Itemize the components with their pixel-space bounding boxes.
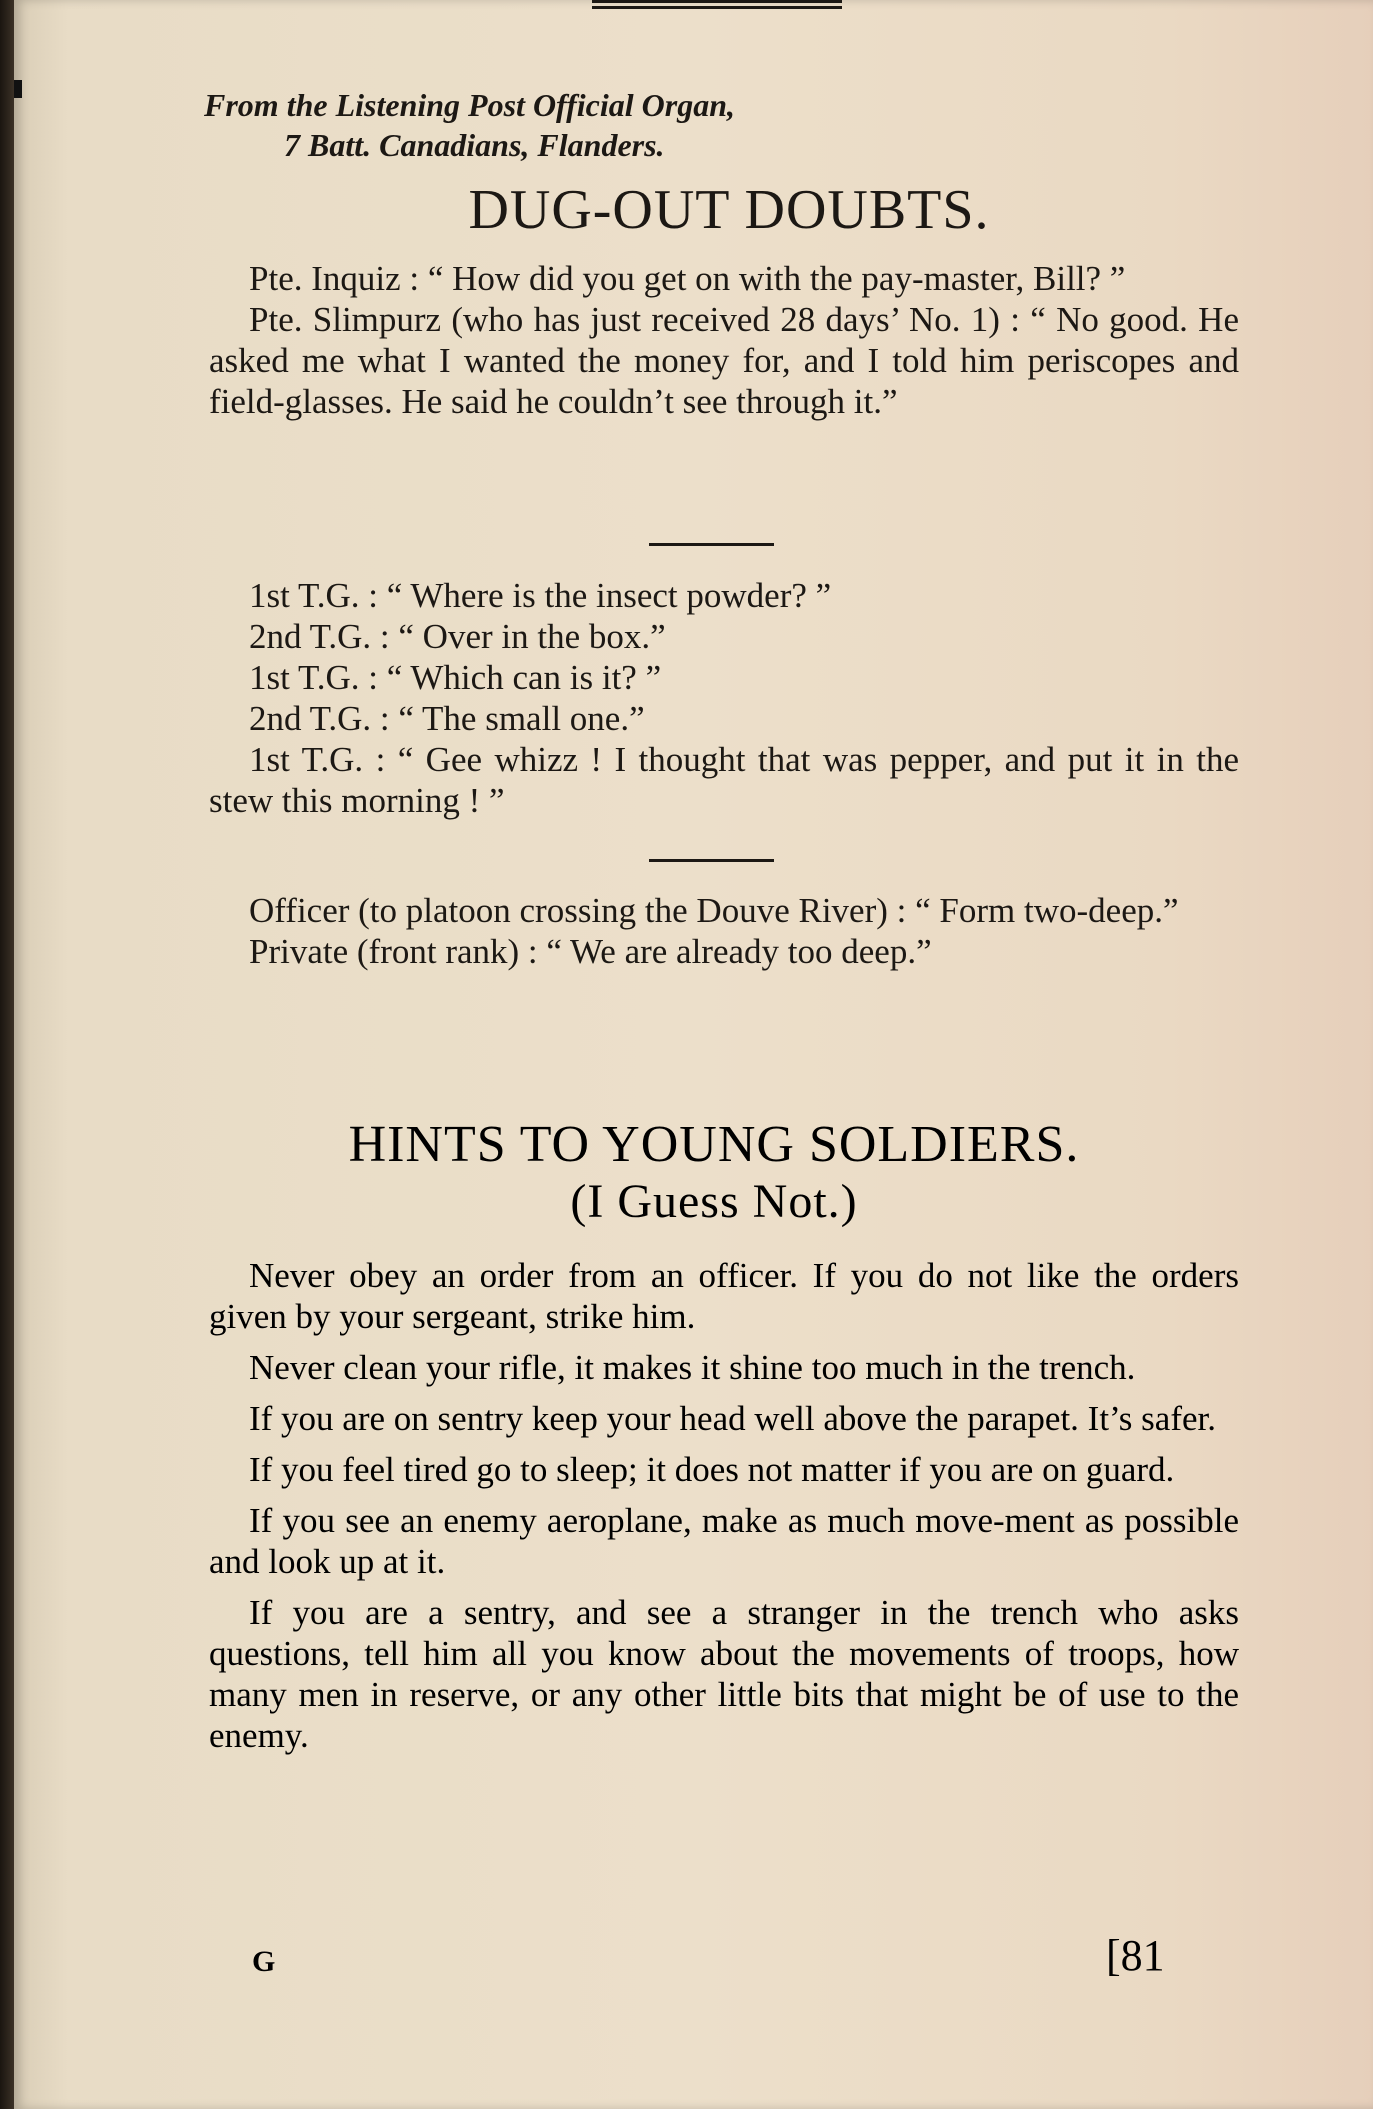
hint-paragraph: If you see an enemy aeroplane, make as much move-ment as possible and look up at it.: [209, 1501, 1239, 1581]
hint-paragraph: If you feel tired go to sleep; it does not matter if you are on guard.: [249, 1450, 1175, 1489]
section-1: [209, 258, 1239, 422]
hint-paragraph: Never clean your rifle, it makes it shine too much in the trench.: [249, 1348, 1136, 1387]
section-divider: [649, 859, 774, 862]
hint-paragraph: If you are a sentry, and see a stranger in the trench who asks questions, tell him all you know about the movements of troops, how many men in reserve, or any other little bits that might be of use to the enemy.: [209, 1593, 1239, 1755]
section-2: [209, 575, 1239, 821]
paragraph: 1st T.G. : “ Which can is it? ”: [249, 658, 662, 697]
paragraph: Pte. Inquiz : “ How did you get on with the pay-master, Bill? ”: [249, 259, 1126, 298]
page-number: [81: [1106, 1931, 1165, 1980]
source-line-2: 7 Batt. Canadians, Flanders.: [284, 127, 665, 163]
page-title: DUG-OUT DOUBTS.: [468, 179, 990, 241]
section-subheading: (I Guess Not.): [570, 1175, 858, 1228]
section-3: [209, 890, 1239, 972]
edge-mark: [14, 80, 22, 98]
hint-paragraph: If you are on sentry keep your head well above the parapet. It’s safer.: [249, 1399, 1216, 1438]
paragraph: 1st T.G. : “ Gee whizz ! I thought that was pepper, and put it in the stew this morning ! ”: [209, 740, 1239, 820]
section-heading: HINTS TO YOUNG SOLDIERS.: [348, 1116, 1080, 1173]
paragraph: 2nd T.G. : “ Over in the box.”: [249, 617, 666, 656]
paragraph: 1st T.G. : “ Where is the insect powder? ”: [249, 576, 832, 615]
paragraph: 2nd T.G. : “ The small one.”: [249, 699, 645, 738]
hint-paragraph: Never obey an order from an officer. If you do not like the orders given by your sergeant, strike him.: [209, 1256, 1239, 1336]
paragraph: Pte. Slimpurz (who has just received 28 days’ No. 1) : “ No good. He asked me what I wanted the money for, and I told him periscopes and field-glasses. He said he couldn’t see through it.”: [209, 300, 1239, 421]
section-divider: [649, 543, 774, 546]
signature-mark: G: [252, 1945, 276, 1978]
paragraph: Private (front rank) : “ We are already too deep.”: [249, 932, 932, 971]
paragraph: Officer (to platoon crossing the Douve River) : “ Form two-deep.”: [249, 891, 1179, 930]
hints-list: [209, 1255, 1239, 1766]
book-spine-shadow: [0, 0, 14, 2109]
source-line-1: From the Listening Post Official Organ,: [204, 87, 736, 123]
book-page: [14, 0, 1373, 2109]
source-attribution: [204, 85, 735, 165]
double-rule-divider: [592, 0, 842, 9]
